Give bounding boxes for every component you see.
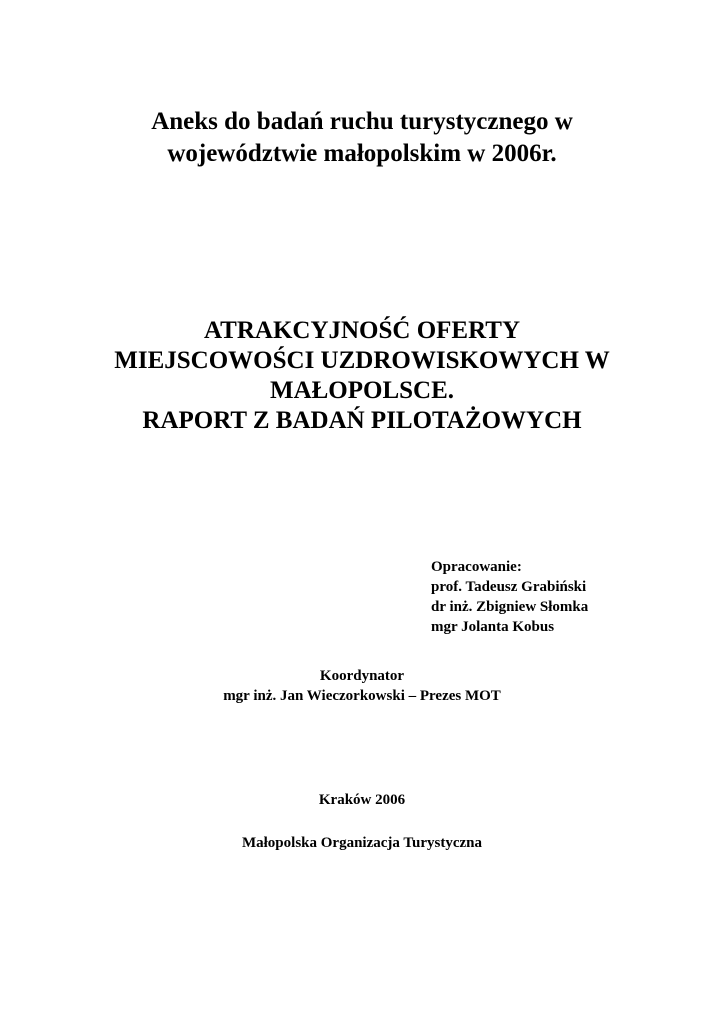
- organization-name: Małopolska Organizacja Turystyczna: [241, 835, 482, 851]
- document-title: [0, 316, 724, 436]
- authors-block: [431, 557, 588, 637]
- authors-heading: Opracowanie:: [431, 559, 522, 575]
- title-line: MAŁOPOLSCE.: [269, 377, 455, 404]
- author-name: prof. Tadeusz Grabiński: [431, 579, 587, 595]
- title-line: MIEJSCOWOŚCI UZDROWISKOWYCH W: [114, 347, 610, 374]
- coordinator-block: [0, 666, 724, 706]
- title-line: RAPORT Z BADAŃ PILOTAŻOWYCH: [142, 407, 582, 434]
- title-line: ATRAKCYJNOŚĆ OFERTY: [203, 317, 521, 344]
- author-name: dr inż. Zbigniew Słomka: [431, 599, 589, 615]
- place-and-date: Kraków 2006: [318, 792, 406, 808]
- coordinator-heading: Koordynator: [319, 668, 405, 684]
- subtitle-line: Aneks do badań ruchu turystycznego w: [151, 108, 573, 135]
- coordinator-name: mgr inż. Jan Wieczorkowski – Prezes MOT: [223, 688, 501, 704]
- document-subtitle: [0, 106, 724, 170]
- subtitle-line: województwie małopolskim w 2006r.: [167, 140, 557, 167]
- author-name: mgr Jolanta Kobus: [431, 619, 555, 635]
